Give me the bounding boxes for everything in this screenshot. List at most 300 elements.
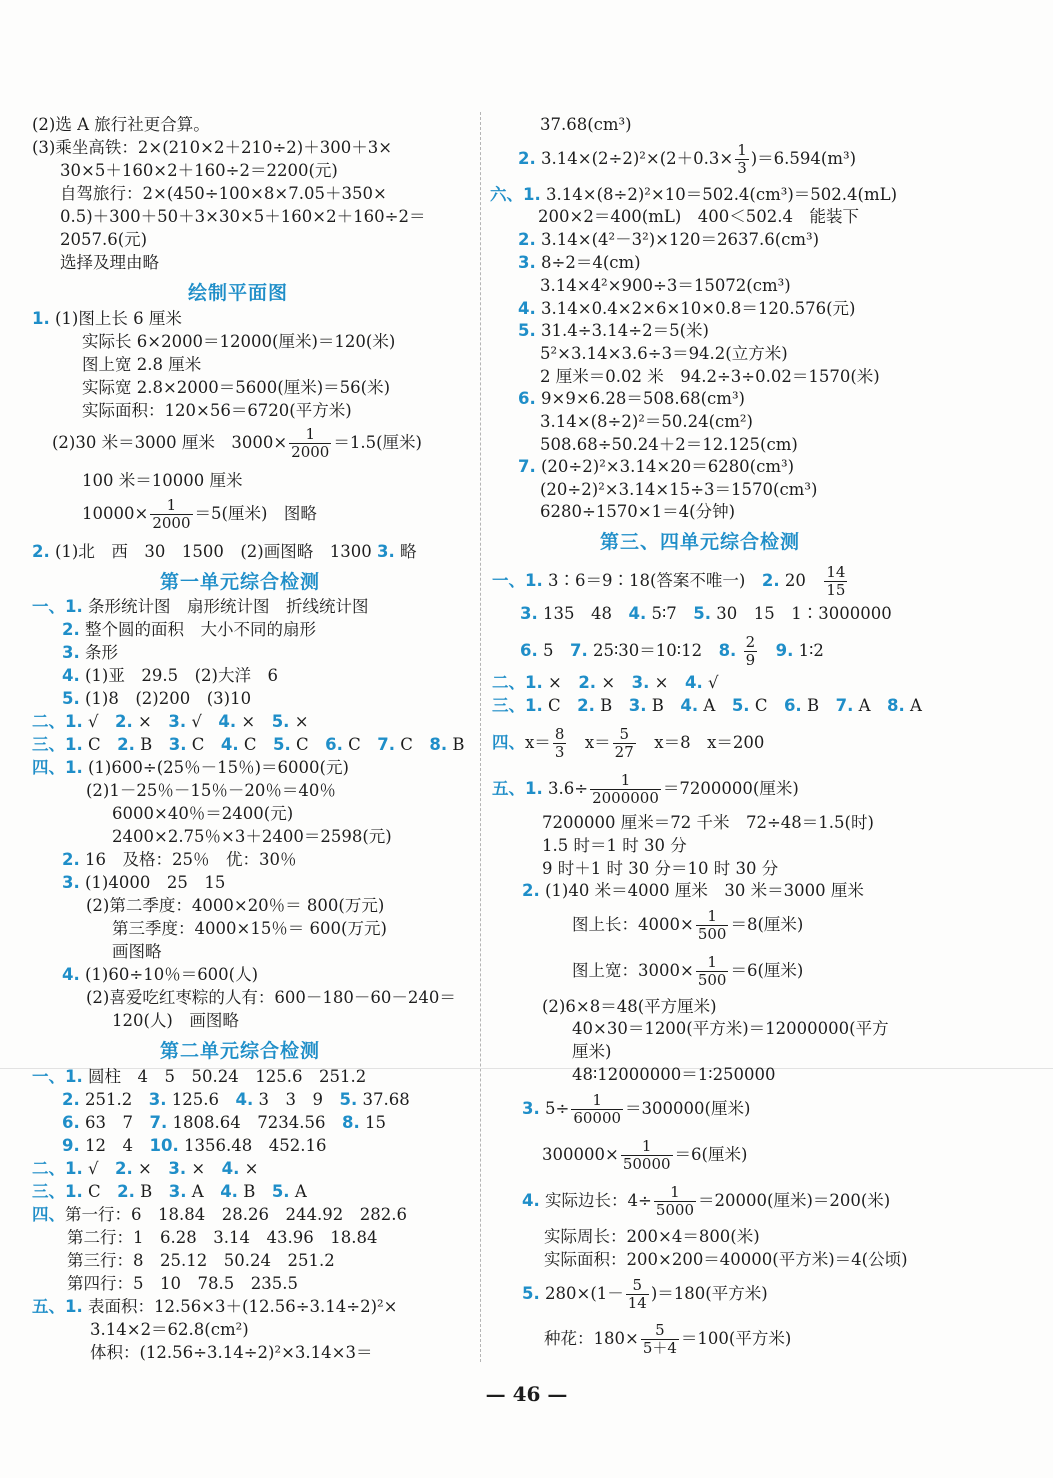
column-divider — [480, 112, 481, 1362]
question-number: 10. — [149, 1136, 179, 1155]
answer-text: B — [243, 1182, 256, 1201]
answer-line — [572, 954, 803, 989]
fraction-numerator: 1 — [150, 497, 192, 515]
answer-line — [62, 642, 118, 664]
answer-text: 1808.64 7234.56 — [172, 1113, 326, 1132]
question-number: 一、1. — [492, 571, 543, 590]
answer-text: C — [191, 735, 205, 754]
question-number: 四、 — [492, 733, 525, 752]
answer-text: 5 — [543, 641, 554, 660]
answer-line: 画图略 — [112, 942, 162, 961]
answer-line: 自驾旅行：2×(450÷100×8×7.05＋350× — [60, 184, 387, 203]
answer-line — [62, 688, 251, 710]
answer-text: ＝5(厘米) 图略 — [194, 504, 317, 523]
answer-line — [518, 252, 641, 274]
answer-line: 实际宽 2.8×2000＝5600(厘米)＝56(米) — [82, 378, 391, 397]
question-number: 四、1. — [32, 758, 83, 777]
fraction — [641, 1322, 679, 1357]
fraction-denominator: 50000 — [622, 1155, 671, 1173]
answer-text: )＝180(平方米) — [650, 1284, 768, 1303]
fraction — [553, 726, 567, 761]
question-number: 一、1. — [32, 597, 83, 616]
answer-text: ＝1.5(厘米) — [333, 433, 422, 452]
answer-text: 5÷ — [545, 1099, 570, 1118]
answer-line: 200×2＝400(mL) 400＜502.4 能装下 — [538, 207, 860, 226]
fraction-numerator: 2 — [745, 633, 756, 651]
question-number: 4. — [62, 666, 80, 685]
answer-text: A — [858, 696, 871, 715]
answer-text: 3.14×(8÷2)²×10＝502.4(cm³)＝502.4(mL) — [546, 185, 898, 204]
fraction — [613, 726, 636, 761]
answer-text: ＝300000(厘米) — [625, 1099, 751, 1118]
page-number: — 46 — — [485, 1382, 568, 1406]
question-number: 4. — [220, 1182, 238, 1201]
answer-line: 1.5 时＝1 时 30 分 — [542, 836, 687, 855]
answer-text: √ — [707, 673, 719, 692]
answer-text: 图上长：4000× — [572, 915, 694, 934]
question-number: 5. — [62, 689, 80, 708]
answer-text: 3∶6＝9∶18(答案不唯一) — [548, 571, 746, 590]
question-number: 4. — [628, 604, 647, 623]
answer-text: (1)600÷(25％－15％)＝6000(元) — [88, 758, 349, 777]
answer-line — [518, 142, 856, 177]
answer-text: (20÷2)²×3.14×20＝6280(cm³) — [541, 457, 795, 476]
answer-text: A — [294, 1182, 307, 1201]
answer-text: 9×9×6.28＝508.68(cm³) — [541, 389, 745, 408]
answer-line: 30×5＋160×2＋160÷2＝2200(元) — [60, 161, 338, 180]
answer-text: ＝8(厘米) — [730, 915, 804, 934]
answer-text: 30 15 1∶3000000 — [716, 604, 892, 623]
question-number: 9. — [62, 1136, 80, 1155]
question-number: 2. — [518, 230, 536, 249]
answer-line — [82, 497, 317, 532]
answer-line: 体积：(12.56÷3.14÷2)²×3.14×3＝ — [90, 1343, 373, 1362]
question-number: 7. — [835, 696, 854, 715]
question-number: 4. — [680, 696, 699, 715]
answer-text: A — [191, 1182, 204, 1201]
answer-text: (1)4000 25 15 — [85, 873, 226, 892]
answer-text: 1356.48 452.16 — [183, 1136, 327, 1155]
answer-line: 37.68(cm³) — [540, 115, 632, 134]
question-number: 2. — [115, 1159, 133, 1178]
fraction-denominator: 500 — [697, 925, 727, 943]
answer-line: (20÷2)²×3.14×15÷3＝1570(cm³) — [540, 480, 818, 499]
question-number: 4. — [218, 712, 237, 731]
answer-text: 圆柱 4 5 50.24 125.6 251.2 — [88, 1067, 367, 1086]
question-number: 二、1. — [492, 673, 543, 692]
question-number: 3. — [376, 542, 395, 561]
answer-text: × — [654, 673, 669, 692]
fraction-numerator: 1 — [737, 141, 747, 159]
answer-line: 第四行：5 10 78.5 235.5 — [67, 1274, 298, 1293]
fraction — [571, 1092, 623, 1127]
answer-text: 20 — [784, 571, 806, 590]
question-number: 二、1. — [32, 1159, 83, 1178]
answer-line: (2)1－25％－15％－20％＝40％ — [86, 781, 336, 800]
fraction — [696, 908, 729, 943]
answer-line: 实际面积：200×200＝40000(平方米)＝4(公顷) — [544, 1250, 908, 1269]
question-number: 5. — [518, 321, 536, 340]
answer-text: 3.14×(4²－3²)×120＝2637.6(cm³) — [541, 230, 820, 249]
answer-text: 15 — [364, 1113, 386, 1132]
answer-line — [518, 456, 794, 478]
question-number: 3. — [628, 696, 647, 715]
answer-text: × — [241, 712, 256, 731]
question-number: 2. — [32, 542, 50, 561]
answer-line: 120(人) 画图略 — [112, 1011, 239, 1030]
answer-line: 100 米＝10000 厘米 — [82, 471, 243, 490]
answer-line — [522, 1092, 750, 1127]
answer-line — [518, 229, 819, 251]
question-number: 六、1. — [490, 185, 541, 204]
question-number: 2. — [117, 735, 135, 754]
answer-line: 6280÷1570×1＝4(分钟) — [540, 502, 736, 521]
answer-line: (2)选 A 旅行社更合算。 — [32, 115, 210, 134]
answer-line — [62, 1135, 326, 1157]
fraction — [590, 772, 661, 807]
answer-line — [518, 298, 855, 320]
question-number: 3. — [631, 673, 650, 692]
answer-text: ＝6(厘米) — [674, 1145, 748, 1164]
answer-line: 2057.6(元) — [60, 230, 148, 249]
answer-text: 135 48 — [543, 604, 612, 623]
answer-line: 5²×3.14×3.6÷3＝94.2(立方米) — [540, 344, 788, 363]
question-number: 2. — [761, 571, 780, 590]
answer-text: 种花：180× — [544, 1329, 639, 1348]
answer-line: 实际周长：200×4＝800(米) — [544, 1227, 760, 1246]
answer-line — [62, 619, 316, 641]
answer-text: 12 4 — [85, 1136, 133, 1155]
answer-line — [32, 1158, 259, 1180]
question-number: 3. — [148, 1090, 167, 1109]
answer-text: 125.6 — [171, 1090, 219, 1109]
fraction-denominator: 3 — [554, 743, 565, 761]
question-number: 3. — [520, 604, 538, 623]
answer-line: 厘米) — [572, 1042, 612, 1061]
question-number: 4. — [220, 735, 239, 754]
question-number: 6. — [62, 1113, 80, 1132]
answer-text: 整个圆的面积 大小不同的扇形 — [85, 620, 316, 639]
answer-line — [32, 1204, 407, 1226]
answer-line: 2400×2.75％×3＋2400＝2598(元) — [112, 827, 392, 846]
question-number: 5. — [271, 1182, 290, 1201]
fraction — [626, 1277, 649, 1312]
answer-line: 3.14×2＝62.8(cm²) — [90, 1320, 249, 1339]
answer-line — [518, 320, 709, 342]
question-number: 9. — [775, 641, 794, 660]
fraction-numerator: 1 — [590, 772, 661, 790]
answer-line: 选择及理由略 — [60, 253, 159, 272]
answer-text: )＝6.594(m³) — [750, 149, 857, 168]
answer-line — [522, 880, 864, 902]
answer-text: C — [243, 735, 257, 754]
question-number: 5. — [693, 604, 712, 623]
question-number: 四、 — [32, 1205, 65, 1224]
question-number: 8. — [887, 696, 905, 715]
fraction-numerator: 1 — [654, 1184, 696, 1202]
answer-text: x＝8 x＝200 — [654, 733, 765, 752]
answer-text: 3.6÷ — [548, 779, 589, 798]
answer-text: × — [244, 1159, 259, 1178]
answer-line — [520, 603, 892, 625]
answer-line — [492, 726, 764, 761]
answer-line — [492, 695, 922, 717]
answer-text: 3.14×(2÷2)²×(2＋0.3× — [541, 149, 734, 168]
question-number: 4. — [518, 299, 536, 318]
fraction-denominator: 500 — [697, 971, 727, 989]
fraction-numerator: 1 — [696, 954, 729, 972]
answer-text: 8÷2＝4(cm) — [541, 253, 641, 272]
answer-line — [32, 1296, 398, 1318]
question-number: 3. — [168, 1159, 187, 1178]
answer-text: ＝100(平方米) — [680, 1329, 792, 1348]
fraction — [696, 954, 729, 989]
answer-text: (2)30 米＝3000 厘米 3000× — [52, 433, 288, 452]
question-number: 4. — [62, 965, 80, 984]
question-number: 2. — [62, 1090, 80, 1109]
answer-line — [32, 1066, 366, 1088]
answer-line — [544, 1322, 791, 1357]
section-heading: 第二单元综合检测 — [160, 1040, 321, 1062]
answer-line — [62, 1089, 410, 1111]
answer-line: 0.5)＋300＋50＋3×30×5＋160×2＋160÷2＝ — [60, 207, 426, 226]
answer-text: A — [910, 696, 922, 715]
question-number: 4. — [221, 1159, 240, 1178]
question-number: 五、1. — [32, 1297, 83, 1316]
question-number: 7. — [518, 457, 536, 476]
fraction-numerator: 1 — [621, 1138, 673, 1156]
question-number: 8. — [429, 735, 448, 754]
question-number: 二、1. — [32, 712, 83, 731]
answer-line — [492, 672, 719, 694]
question-number: 5. — [522, 1284, 540, 1303]
question-number: 8. — [718, 641, 737, 660]
question-number: 五、1. — [492, 779, 543, 798]
question-number: 2. — [62, 620, 80, 639]
question-number: 4. — [684, 673, 703, 692]
question-number: 7. — [570, 641, 588, 660]
answer-line: 40×30＝1200(平方米)＝12000000(平方 — [572, 1019, 889, 1038]
answer-line — [32, 596, 369, 618]
answer-text: ＝20000(厘米)＝200(米) — [698, 1191, 891, 1210]
answer-text: 63 7 — [85, 1113, 133, 1132]
fraction-denominator: 9 — [745, 651, 756, 669]
answer-text: × — [138, 712, 152, 731]
answer-line: 第二行：1 6.28 3.14 43.96 18.84 — [67, 1228, 378, 1247]
fraction-denominator: 2000 — [152, 514, 191, 532]
answer-line — [62, 849, 297, 871]
question-number: 6. — [325, 735, 343, 754]
answer-line — [32, 711, 309, 733]
answer-text: 条形统计图 扇形统计图 折线统计图 — [88, 597, 369, 616]
fraction — [150, 497, 192, 532]
answer-line — [62, 665, 278, 687]
answer-text: √ — [88, 712, 99, 731]
answer-text: √ — [88, 1159, 99, 1178]
answer-line — [32, 734, 465, 756]
answer-line — [522, 1184, 890, 1219]
section-heading: 第一单元综合检测 — [160, 571, 321, 593]
question-number: 6. — [518, 389, 536, 408]
fraction — [621, 1138, 673, 1173]
answer-text: 280×(1－ — [545, 1284, 624, 1303]
answer-text: B — [140, 735, 153, 754]
answer-text: 条形 — [85, 643, 118, 662]
answer-text: 图上宽：3000× — [572, 961, 694, 980]
answer-text: × — [191, 1159, 206, 1178]
answer-line — [490, 184, 897, 206]
answer-line: 第三行：8 25.12 50.24 251.2 — [67, 1251, 335, 1270]
answer-line: 9 时＋1 时 30 分＝10 时 30 分 — [542, 859, 779, 878]
fraction-numerator: 8 — [554, 725, 565, 743]
fraction-numerator: 1 — [696, 908, 729, 926]
question-number: 3. — [168, 735, 187, 754]
answer-text: (1)亚 29.5 (2)大洋 6 — [85, 666, 278, 685]
question-number: 一、1. — [32, 1067, 83, 1086]
answer-line: (2)6×8＝48(平方厘米) — [542, 997, 717, 1016]
answer-text: B — [651, 696, 664, 715]
answer-text: C — [296, 735, 309, 754]
answer-text: × — [548, 673, 562, 692]
question-number: 3. — [168, 712, 187, 731]
answer-text: ＝7200000(厘米) — [662, 779, 799, 798]
answer-text: 实际边长：4÷ — [545, 1191, 652, 1210]
answer-text: 300000× — [542, 1145, 619, 1164]
question-number: 2. — [518, 149, 536, 168]
fraction — [289, 426, 331, 461]
fraction-numerator: 5 — [626, 1277, 649, 1295]
answer-text: 251.2 — [85, 1090, 133, 1109]
question-number: 4. — [235, 1090, 254, 1109]
answer-line — [492, 772, 799, 807]
answer-text: C — [88, 1182, 101, 1201]
answer-line: (2)第二季度：4000×20％＝ 800(万元) — [86, 896, 385, 915]
answer-text: (1)北 西 30 1500 (2)画图略 1300 — [55, 542, 372, 561]
fraction-denominator: 60000 — [573, 1109, 622, 1127]
question-number: 7. — [377, 735, 396, 754]
fraction — [735, 142, 749, 177]
answer-text: × — [138, 1159, 152, 1178]
answer-line — [542, 1138, 747, 1173]
question-number: 5. — [273, 735, 291, 754]
answer-line: 图上宽 2.8 厘米 — [82, 355, 202, 374]
answer-text: B — [140, 1182, 153, 1201]
question-number: 8. — [341, 1113, 360, 1132]
answer-line — [62, 1112, 386, 1134]
question-number: 5. — [731, 696, 750, 715]
answer-text: A — [703, 696, 716, 715]
answer-text: (1)40 米＝4000 厘米 30 米＝3000 厘米 — [545, 881, 864, 900]
question-number: 7. — [149, 1113, 168, 1132]
answer-line: 实际面积：120×56＝6720(平方米) — [82, 401, 352, 420]
answer-text: × — [294, 712, 309, 731]
answer-text: (1)8 (2)200 (3)10 — [85, 689, 252, 708]
answer-line — [62, 964, 258, 986]
answer-line — [520, 634, 824, 669]
answer-text: 25∶30＝10∶12 — [593, 641, 703, 660]
answer-text: 31.4÷3.14÷2＝5(米) — [541, 321, 709, 340]
question-number: 3. — [62, 873, 80, 892]
answer-text: (1)图上长 6 厘米 — [55, 309, 182, 328]
answer-line — [518, 388, 745, 410]
question-number: 3. — [522, 1099, 540, 1118]
question-number: 5. — [339, 1090, 358, 1109]
fraction-denominator: 14 — [627, 1294, 647, 1312]
answer-text: 3 3 9 — [258, 1090, 323, 1109]
question-number: 2. — [577, 696, 595, 715]
fraction-numerator: 14 — [826, 563, 846, 581]
answer-text: 第一行：6 18.84 28.26 244.92 282.6 — [65, 1205, 407, 1224]
question-number: 三、1. — [32, 1182, 83, 1201]
section-heading: 第三、四单元综合检测 — [600, 531, 801, 553]
fraction — [744, 634, 758, 669]
fraction — [824, 564, 847, 599]
fraction-numerator: 1 — [571, 1092, 623, 1110]
answer-text: 1∶2 — [798, 641, 824, 660]
answer-line: 第三季度：4000×15％＝ 600(万元) — [112, 919, 387, 938]
answer-text: 16 及格：25％ 优：30％ — [85, 850, 297, 869]
answer-text: C — [548, 696, 561, 715]
answer-text: 37.68 — [362, 1090, 410, 1109]
section-heading: 绘制平面图 — [188, 282, 289, 304]
answer-line: 实际长 6×2000＝12000(厘米)＝120(米) — [82, 332, 396, 351]
answer-line — [572, 908, 803, 943]
answer-line — [492, 564, 849, 599]
answer-text: x＝ — [525, 733, 551, 752]
answer-text: C — [88, 735, 101, 754]
fraction-numerator: 1 — [289, 426, 331, 444]
answer-text: C — [400, 735, 413, 754]
answer-line: 6000×40％＝2400(元) — [112, 804, 294, 823]
question-number: 6. — [520, 641, 538, 660]
answer-line: 48∶12000000＝1∶250000 — [572, 1065, 776, 1084]
answer-line — [522, 1277, 768, 1312]
question-number: 2. — [117, 1182, 135, 1201]
answer-text: 表面积：12.56×3＋(12.56÷3.14÷2)²× — [88, 1297, 398, 1316]
answer-text: (1)60÷10％＝600(人) — [85, 965, 259, 984]
fraction-numerator: 5 — [613, 726, 636, 744]
question-number: 2. — [578, 673, 597, 692]
question-number: 6. — [783, 696, 802, 715]
fraction-denominator: 3 — [737, 159, 747, 177]
answer-line — [32, 757, 349, 779]
fraction — [654, 1184, 696, 1219]
question-number: 5. — [271, 712, 290, 731]
question-number: 2. — [62, 850, 80, 869]
answer-text: B — [806, 696, 820, 715]
question-number: 4. — [522, 1191, 540, 1210]
answer-line — [62, 872, 225, 894]
answer-text: 10000× — [82, 504, 149, 523]
question-number: 三、1. — [492, 696, 543, 715]
fraction-denominator: 5000 — [655, 1201, 695, 1219]
answer-line: 3.14×4²×900÷3＝15072(cm³) — [540, 276, 791, 295]
fraction-denominator: 15 — [826, 581, 846, 599]
question-number: 2. — [115, 712, 133, 731]
question-number: 3. — [168, 1182, 187, 1201]
answer-line: (3)乘坐高铁：2×(210×2＋210÷2)＋300＋3× — [32, 138, 393, 157]
answer-line — [32, 541, 416, 563]
question-number: 3. — [518, 253, 536, 272]
answer-line — [32, 308, 182, 330]
fraction-denominator: 27 — [614, 743, 634, 761]
question-number: 1. — [32, 309, 50, 328]
question-number: 3. — [62, 643, 80, 662]
answer-text: 3.14×0.4×2×6×10×0.8＝120.576(元) — [541, 299, 856, 318]
fraction-denominator: 2000 — [291, 443, 330, 461]
answer-line: 508.68÷50.24＋2＝12.125(cm) — [540, 435, 798, 454]
fraction-denominator: 2000000 — [592, 789, 659, 807]
